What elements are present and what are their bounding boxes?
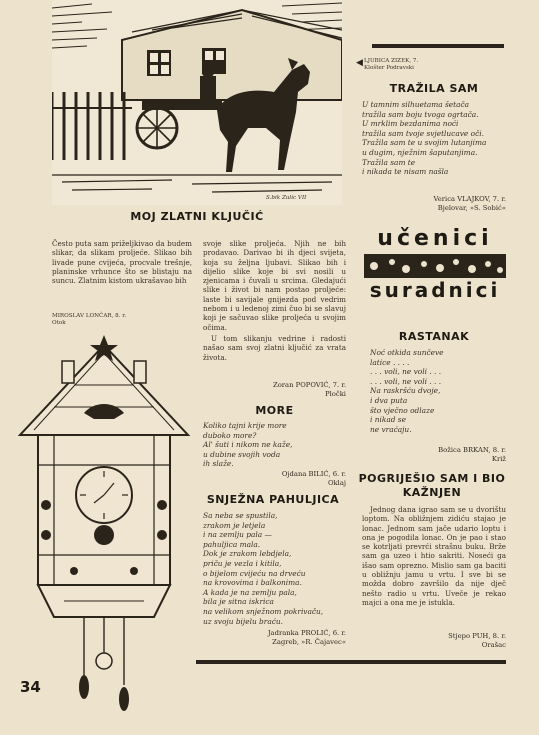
- article-text-col2-ending: U tom slikanju vedrine i radosti našao sam svoj zlatni ključić za vrata života.: [203, 334, 346, 362]
- page-number: 34: [20, 678, 41, 696]
- poem-title-rastanak: RASTANAK: [398, 330, 470, 343]
- article-title-moj-zlatni-kljucic: MOJ ZLATNI KLJUČIĆ: [130, 210, 264, 223]
- poem-line: Sa neba se spustila,: [203, 511, 278, 520]
- poem-line: Dok je zrakom lebdjela,: [203, 549, 292, 559]
- poem-line: A kada je na zemlju pala,: [203, 587, 297, 597]
- poem-title-more: MORE: [255, 404, 294, 417]
- banner-suradnici: suradnici: [369, 278, 501, 302]
- poem-title-trazila-sam: TRAŽILA SAM: [389, 82, 479, 95]
- place-kriz: Križ: [491, 455, 506, 463]
- article-text-pogrijesio: Jednog dana igrao sam se u dvorištu loptom. Na obližnjem zidiću stajao je lonac. Jednom sam jače udario loptu i ona je pogodila lonac. On je pao i stao se kotrljati prevrći strašnu buku. Brže sam ga uzeo i htio sakriti. Noseći ga išao sam oprezno. Mislio sam ga baciti u obližnju jamu u vrtu. I sve bi se možda dobro završilo da nije dječ nešto radio u vrtu. Uveče je rekao majci a ona me je istukla.: [362, 505, 506, 607]
- poem-line: Noć otkida sunčeve: [370, 348, 444, 357]
- place-ploski: Pločki: [325, 390, 346, 398]
- poem-line: priču je vezla i kitila,: [203, 558, 282, 568]
- place-zagreb: Zagreb, »R. Čajavec«: [272, 638, 346, 646]
- poem-line: ne vraćaju.: [370, 424, 412, 434]
- poem-line: na velikom snježnom pokrivaču,: [203, 606, 324, 616]
- arrow-marker-icon: ◀: [356, 58, 363, 68]
- poem-line: U tamnim silhuetama šetača: [362, 100, 470, 109]
- poem-line: ih slaže.: [203, 459, 234, 469]
- header-author-ljubica-zizek: LJUBICA ZIZEK, 7.: [364, 58, 419, 64]
- poem-line: latice . . . .: [370, 357, 410, 367]
- poem-line: pahuljica mala.: [203, 539, 261, 549]
- poem-line: u dubine svojih voda: [203, 449, 281, 459]
- article-text-col1: Često puta sam priželjkivao da budem slikar, da slikam proljeće. Slikao bih livade pune cvijeća, procvale trešnje, planinske vrhunce što se blistaju na suncu. Zlatnim kistom ukrašavao bih: [52, 239, 192, 286]
- article-text-col2: svoje slike proljeća. Njih ne bih prodavao. Darivao bi ih djeci svijeta, koja su željna ljubavi. Slikao bih i dijelio slike koje bi svi nosili u zjenicama i čuvali u srcima. Gledajući slike i život bi nam postao proljeće: laste bi savijale gnijezda pod vedrim nebom i u ledenoj zimi čuo bi se slavuj koji je sačuvao slike proljeća u svojim očima.: [203, 239, 346, 332]
- poem-line: . . . voli, ne voli . . .: [370, 376, 442, 386]
- banner-ucenici: učenici: [377, 226, 493, 251]
- author-zoran-popovic: Zoran POPOVIĆ, 7. r.: [272, 381, 346, 389]
- poem-line: uz svoju bijelu braću.: [203, 616, 283, 626]
- poem-line: Na raskršću dvoje,: [370, 386, 441, 396]
- poem-line: što vječno odlaze: [370, 405, 435, 415]
- place-bjelovar: Bjelovar, »S. Sobić«: [437, 204, 506, 212]
- poem-line: bila je sitna iskrica: [203, 597, 274, 607]
- author-bozica-brkan: Božica BRKAN, 8. r.: [438, 446, 506, 454]
- woodcut-signature: S.bik Zulic VII: [266, 195, 307, 201]
- poem-snjezna-pahuljica: [203, 511, 346, 626]
- poem-line: Al' šuti i nikom ne kaže,: [203, 440, 293, 450]
- place-otok: Otok: [52, 320, 66, 326]
- poem-line: Tražila sam te: [362, 157, 416, 167]
- poem-line: Tražila sam te u svojim lutanjima: [362, 138, 487, 148]
- poem-line: tražila sam tvoje svjetlucave oči.: [362, 128, 484, 138]
- poem-line: na krovovima i balkonima.: [203, 578, 302, 588]
- poem-line: i dva puta: [370, 395, 408, 405]
- author-miroslav-loncar: MIROSLAV LONČAR, 8. r.: [52, 313, 127, 319]
- author-ojdana-bilic: Ojdana BILIĆ, 6. r.: [281, 470, 346, 478]
- poem-line: zrakom je letjela: [203, 520, 266, 530]
- poem-line: o bijelom cvijeću na drveću: [203, 568, 306, 578]
- poem-line: Koliko tajni krije more: [203, 421, 287, 430]
- cuckoo-clock-illustration: [14, 335, 194, 723]
- poem-line: U mrklim bezdanima noći: [362, 119, 459, 129]
- poem-trazila-sam: [362, 100, 512, 177]
- article-title-pogrijesio-sam: [356, 472, 508, 500]
- poem-line: i na zemlju pala —: [203, 530, 272, 540]
- poem-line: duboko more?: [203, 430, 257, 440]
- author-verica-vlajkov: Verica VLAJKOV, 7. r.: [433, 195, 506, 203]
- poem-line: i nikada te nisam našla: [362, 167, 449, 177]
- top-rule: [372, 44, 504, 48]
- place-orasac: Orašac: [481, 641, 506, 649]
- bottom-rule: [196, 660, 506, 664]
- poem-title-snjezna-pahuljica: SNJEŽNA PAHULJICA: [206, 493, 340, 506]
- poem-more: [203, 421, 346, 469]
- woodcut-horse-cart-illustration: [52, 0, 342, 205]
- header-place-kloster-podravski: Klošter Podravski: [364, 65, 414, 71]
- poem-line: i nikad se: [370, 415, 406, 425]
- poem-line: u dugim, nježnim šaputanjima.: [362, 147, 478, 157]
- author-jadranka-prolic: Jadranka PROLIĆ, 6. r.: [267, 629, 346, 637]
- title-line: POGRIJEŠIO SAM I BIO: [358, 472, 506, 485]
- author-stjepo-puh: Stjepo PUH, 8. r.: [448, 632, 506, 640]
- poem-rastanak: [370, 348, 510, 434]
- banner-ornament-strip: [364, 254, 506, 278]
- poem-line: . . . voli, ne voli . . .: [370, 367, 442, 377]
- title-line: KAŽNJEN: [402, 486, 462, 499]
- place-oklaj: Oklaj: [327, 479, 346, 487]
- poem-line: tražila sam boju tvoga ogrtača.: [362, 109, 479, 119]
